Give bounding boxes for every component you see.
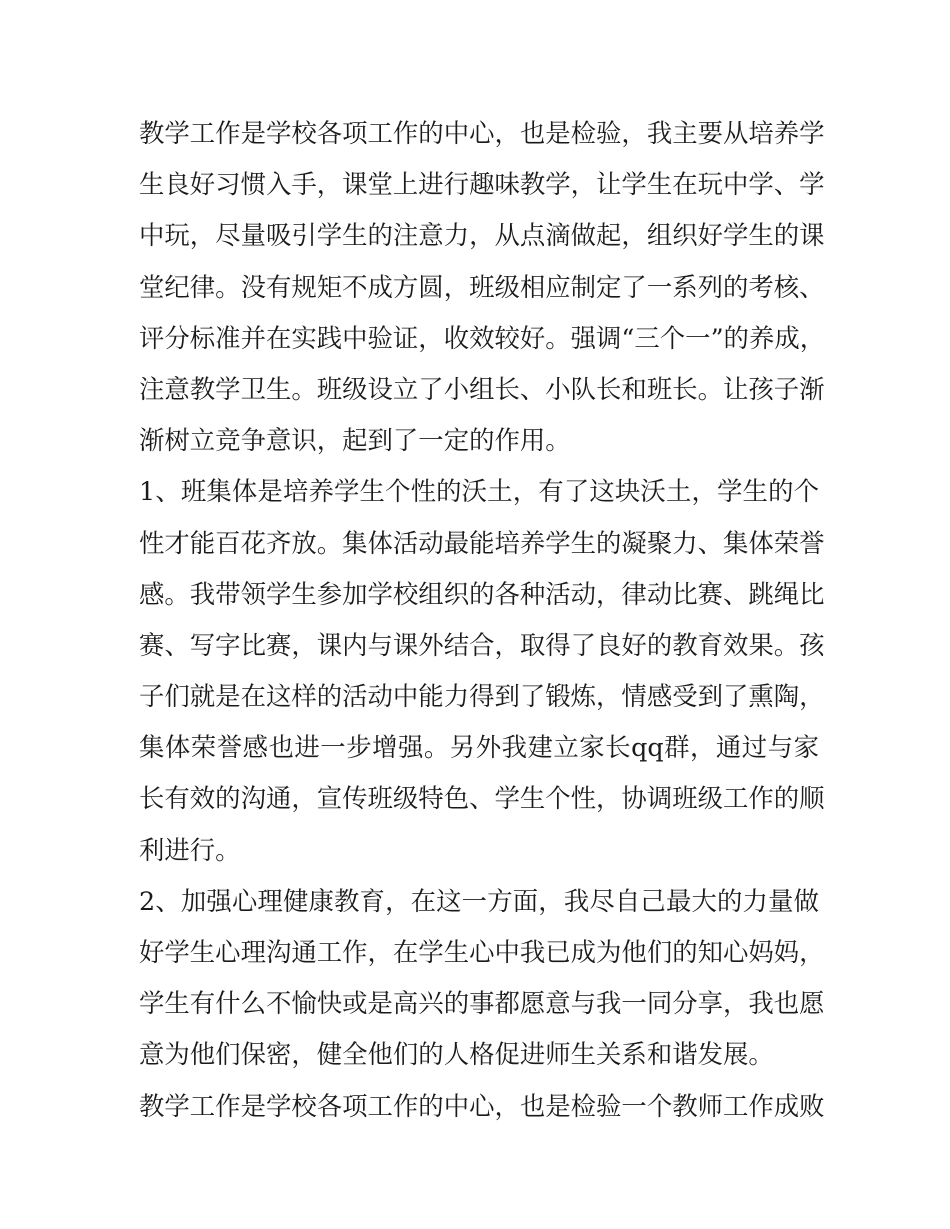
text-line: 堂纪律。没有规矩不成方圆，班级相应制定了一系列的考核、 [139,271,825,302]
text-line: 教学工作是学校各项工作的中心，也是检验，我主要从培养学 [139,118,825,148]
text-line: 集体荣誉感也进一步增强。另外我建立家长qq群，通过与家 [139,732,819,763]
text-line: 1、班集体是培养学生个性的沃土，有了这块沃土，学生的个 [139,476,819,507]
paragraph-item-1 [139,466,825,876]
text-line: 长有效的沟通，宣传班级特色、学生个性，协调班级工作的顺 [139,783,825,814]
text-line: 2、加强心理健康教育，在这一方面，我尽自己最大的力量做 [139,885,819,916]
text-line: 赛、写字比赛，课内与课外结合，取得了良好的教育效果。孩 [139,629,825,660]
document-body [139,108,826,1132]
text-line: 生良好习惯入手，课堂上进行趣味教学，让学生在玩中学、学 [139,169,825,200]
text-line: 评分标准并在实践中验证，收效较好。强调“三个一”的养成， [139,322,826,353]
paragraph-item-2 [139,876,825,1081]
text-line: 意为他们保密，健全他们的人格促进师生关系和谐发展。 [139,1039,774,1070]
text-line: 注意教学卫生。班级设立了小组长、小队长和班长。让孩子渐 [139,373,825,404]
text-line: 子们就是在这样的活动中能力得到了锻炼，情感受到了熏陶， [139,681,825,712]
text-line: 性才能百花齐放。集体活动最能培养学生的凝聚力、集体荣誉 [139,527,825,558]
text-line: 利进行。 [139,834,241,865]
paragraph-teaching-work [139,108,826,466]
text-line: 中玩，尽量吸引学生的注意力，从点滴做起，组织好学生的课 [139,220,825,251]
paragraph-teaching-work-repeat [139,1081,825,1132]
text-line: 教学工作是学校各项工作的中心，也是检验一个教师工作成败 [139,1090,825,1121]
text-line: 学生有什么不愉快或是高兴的事都愿意与我一同分享，我也愿 [139,988,825,1019]
text-line: 好学生心理沟通工作，在学生心中我已成为他们的知心妈妈， [139,937,825,967]
text-line: 渐树立竞争意识，起到了一定的作用。 [139,425,571,456]
text-line: 感。我带领学生参加学校组织的各种活动，律动比赛、跳绳比 [139,578,825,609]
